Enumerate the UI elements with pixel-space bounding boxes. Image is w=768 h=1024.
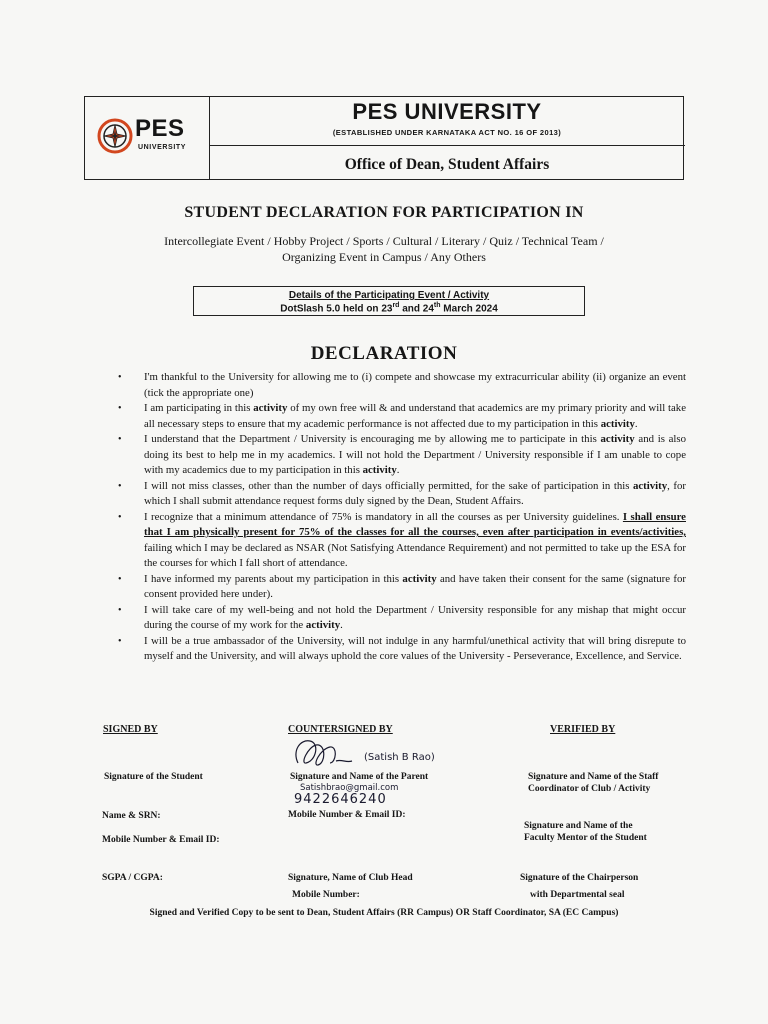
bullet-emphasis: activity [632, 479, 668, 492]
pes-emblem-icon [97, 118, 133, 154]
list-item [116, 370, 686, 401]
bullet-emphasis: activity [402, 572, 437, 585]
list-item [116, 510, 686, 572]
bullet-text: I'm thankful to the University for allowing me to (i) compete and showcase my extracurricular ability (ii) organize an event (tick the appropriate one) [144, 371, 686, 399]
declaration-list [116, 370, 686, 665]
bullet-emphasis: activity [600, 417, 635, 430]
list-item [116, 432, 686, 479]
office-name: Office of Dean, Student Affairs [344, 156, 550, 173]
bullet-text: failing which I may be declared as NSAR (Not Satisfying Attendance Requirement) and not permitted to take up the ESA for the courses for which I fall short of attendance. [144, 541, 686, 569]
faculty-mentor-label-1: Signature and Name of the [524, 821, 633, 831]
letterhead [84, 96, 684, 180]
event-detail-mid: and 24 [399, 303, 434, 315]
bullet-emphasis: activity [253, 402, 288, 414]
club-mobile-label: Mobile Number: [292, 890, 360, 900]
bullet-text: I have informed my parents about my participation in this [144, 572, 403, 585]
bullet-text: and have taken their consent for the same (signature for consent provided here under). [144, 572, 686, 600]
bullet-text: . [634, 417, 638, 430]
staff-coordinator-label-2: Coordinator of Club / Activity [528, 784, 651, 794]
bullet-text: . [396, 464, 400, 476]
bullet-text: of my own free will & and understand that academics are my primary priority and will take all necessary steps to ensure that my academic performance is not affected due to my participation in this [144, 402, 686, 430]
document-title: STUDENT DECLARATION FOR PARTICIPATION IN [184, 204, 584, 221]
header-divider [209, 145, 685, 146]
event-sup-1: rd [392, 302, 400, 309]
chairperson-label-2: with Departmental seal [530, 890, 625, 900]
bullet-text: and is also doing its best to help me in my academics. I will not hold the Department / University responsible if I am unable to cope with my academics due to my participation in this [144, 433, 687, 476]
footer-note: Signed and Verified Copy to be sent to Dean, Student Affairs (RR Campus) OR Staff Coordinator, SA (EC Campus) [149, 908, 619, 918]
event-sup-2: th [433, 302, 441, 309]
staff-coordinator-label-1: Signature and Name of the Staff [528, 772, 659, 782]
subtitle-line-1: Intercollegiate Event / Hobby Project / Sports / Cultural / Literary / Quiz / Technical Team / [164, 234, 604, 248]
bullet-text: . [340, 619, 343, 631]
logo-cell [85, 97, 210, 179]
parent-signature-icon [286, 733, 366, 773]
bullet-text: I understand that the Department / University is encouraging me by allowing me to participate in this [144, 433, 601, 445]
bullet-text: I will not miss classes, other than the number of days officially permitted, for the sake of participation in this [144, 479, 633, 492]
university-name: PES UNIVERSITY [352, 99, 542, 124]
parent-email-handwritten: Satishbrao@gmail.com [300, 783, 399, 793]
bullet-emphasis: activity [305, 619, 341, 631]
bullet-emphasis: I shall ensure that I am physically present for 75% of the classes for all the courses, even after participation in events/activities, [144, 510, 686, 538]
signed-by-heading: SIGNED BY [103, 724, 158, 735]
subtitle-line-2: Organizing Event in Campus / Any Others [282, 250, 486, 264]
list-item [116, 572, 686, 603]
logo-text: PES [135, 115, 185, 142]
list-item [116, 479, 686, 510]
faculty-mentor-label-2: Faculty Mentor of the Student [524, 833, 647, 843]
bullet-emphasis: activity [362, 464, 397, 476]
bullet-emphasis: activity [600, 433, 635, 445]
bullet-text: I will take care of my well-being and not hold the Department / University responsible for any mishap that might occur during the course of my work for the [144, 603, 686, 631]
parent-signature-label: Signature and Name of the Parent [290, 772, 429, 782]
verified-by-heading: VERIFIED BY [550, 724, 616, 735]
club-head-label: Signature, Name of Club Head [288, 873, 413, 883]
list-item [116, 401, 686, 432]
event-details-box [193, 286, 585, 316]
event-detail-prefix: DotSlash 5.0 held on 23 [280, 303, 393, 315]
established-note: (ESTABLISHED UNDER KARNATAKA ACT NO. 16 OF 2013) [332, 128, 562, 137]
chairperson-label-1: Signature of the Chairperson [520, 873, 639, 883]
parent-mobile-label: Mobile Number & Email ID: [288, 810, 406, 820]
sgpa-label: SGPA / CGPA: [102, 873, 163, 883]
student-mobile-label: Mobile Number & Email ID: [102, 835, 220, 845]
countersigned-by-heading: COUNTERSIGNED BY [288, 724, 393, 735]
document-subtitle [100, 233, 668, 265]
list-item [116, 634, 686, 665]
event-heading: Details of the Participating Event / Activity [288, 290, 490, 301]
event-detail [194, 302, 584, 314]
student-signature-label: Signature of the Student [104, 772, 203, 782]
list-item [116, 603, 686, 634]
bullet-text: I will be a true ambassador of the University, will not indulge in any harmful/unethical activity that will bring disrepute to myself and the University, and will always uphold the core values of the University - Perseverance, Excellence, and Service. [144, 634, 686, 662]
event-detail-suffix: March 2024 [440, 303, 498, 315]
declaration-title: DECLARATION [310, 343, 458, 364]
bullet-text: I am participating in this [144, 402, 254, 414]
bullet-text: I recognize that a minimum attendance of 75% is mandatory in all the courses as per University guidelines. [144, 510, 623, 523]
parent-phone-handwritten: 9422646240 [294, 792, 387, 807]
bullet-text: , for which I shall submit attendance request forms duly signed by the Dean, Student Affairs. [144, 479, 686, 507]
logo-subtext: UNIVERSITY [138, 144, 187, 151]
name-srn-label: Name & SRN: [102, 811, 161, 821]
parent-name-handwritten: (Satish B Rao) [364, 752, 435, 763]
